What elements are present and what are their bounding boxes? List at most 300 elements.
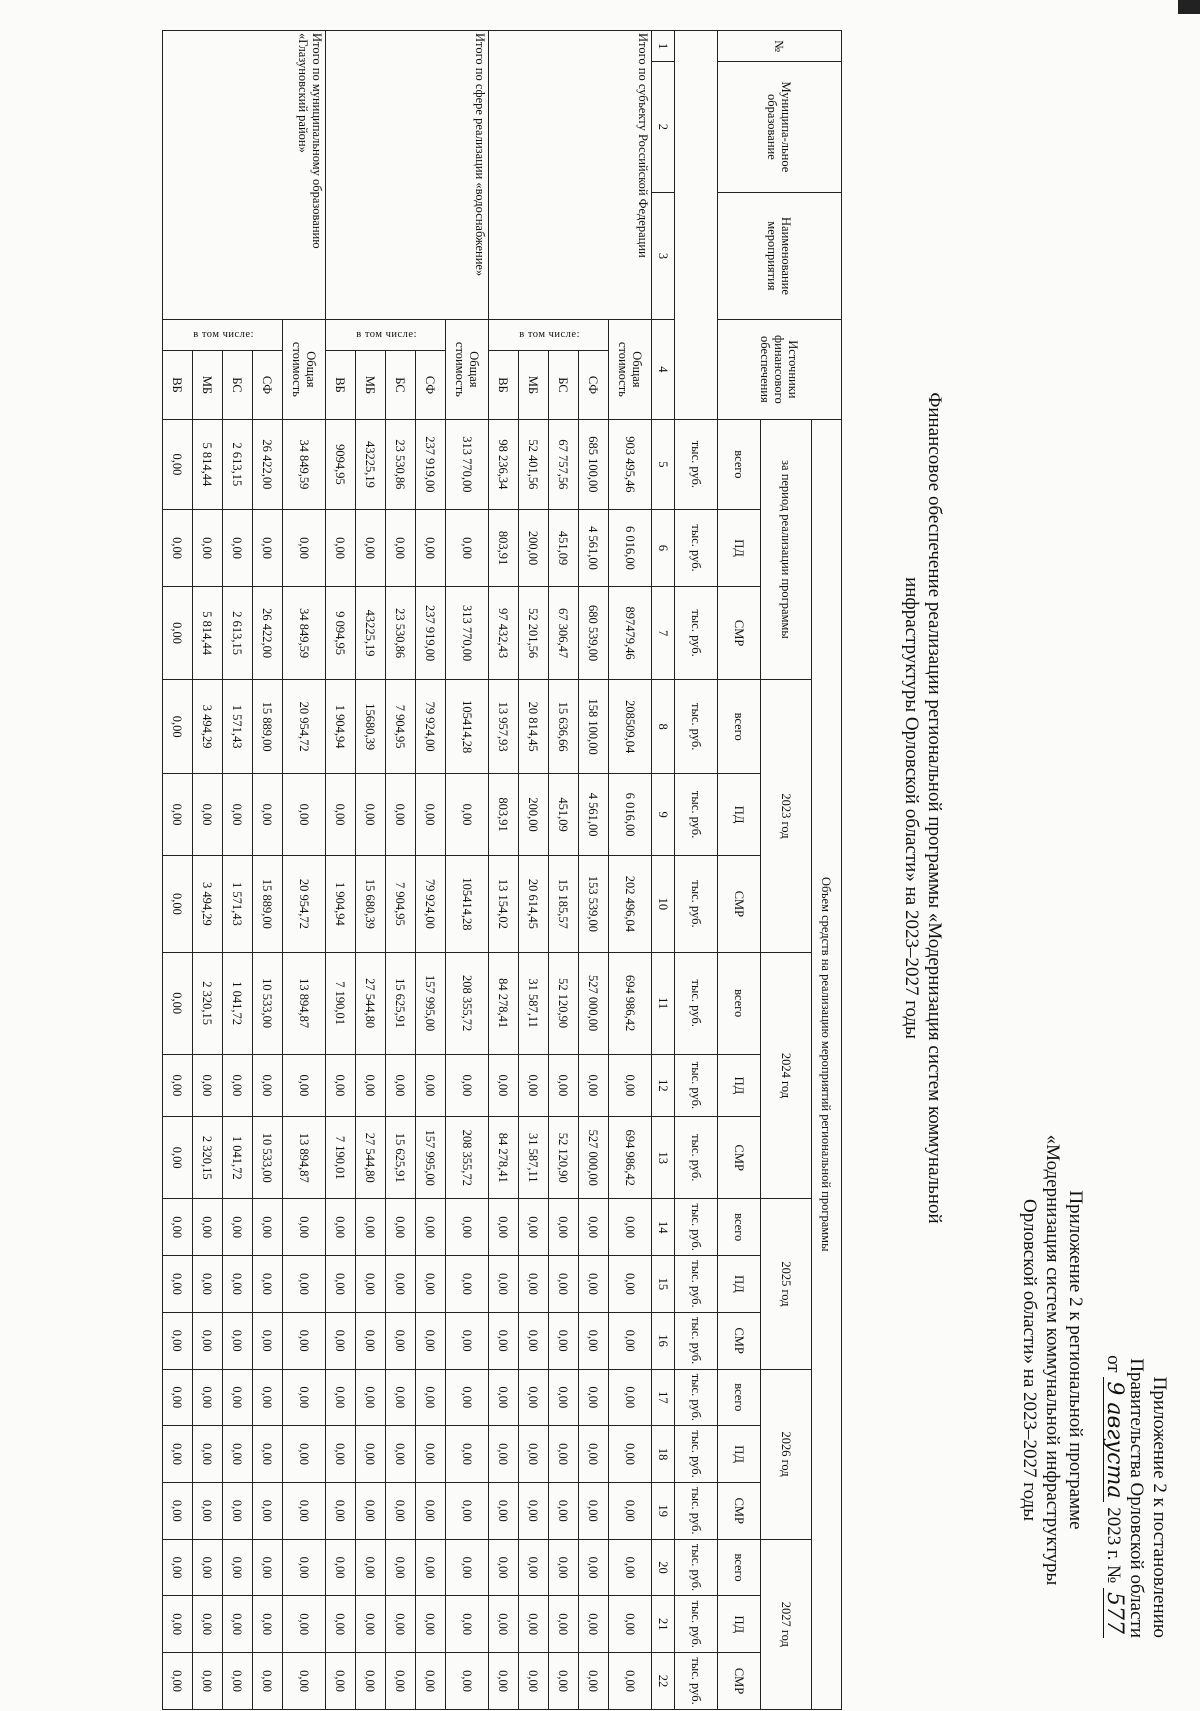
col-number: 10 [652,856,675,952]
value-cell: 0,00 [386,1312,416,1369]
source-label: Общая стоимость [446,320,489,419]
value-cell: 0,00 [326,1482,356,1539]
value-cell: 0,00 [519,1426,549,1483]
value-cell: 680 539,00 [579,586,609,680]
unit-label: тыс. руб. [675,1596,718,1653]
unit-label: тыс. руб. [675,856,718,952]
value-cell: 527 000,00 [579,952,609,1054]
value-cell: 0,00 [163,419,193,510]
value-cell: 0,00 [549,1539,579,1596]
value-cell: 7 904,95 [386,680,416,774]
program-line-2: «Модернизация систем коммунальной инфраструктуры [1042,1134,1063,1586]
value-cell: 0,00 [579,1539,609,1596]
value-cell: 0,00 [519,1596,549,1653]
col-number: 5 [652,419,675,510]
unit-label: тыс. руб. [675,1426,718,1483]
value-cell: 0,00 [223,1426,253,1483]
value-cell: 0,00 [163,680,193,774]
value-cell: 67 757,56 [549,419,579,510]
value-cell: 694 986,42 [609,1117,652,1199]
value-cell: 5 814,44 [193,586,223,680]
value-cell: 0,00 [609,1482,652,1539]
value-cell: 0,00 [193,1369,223,1426]
value-cell: 0,00 [549,1482,579,1539]
col-subheader-pd: ПД [718,1256,761,1313]
value-cell: 0,00 [519,1312,549,1369]
value-cell: 0,00 [609,1054,652,1116]
col-number: 7 [652,586,675,680]
value-cell: 0,00 [223,510,253,587]
value-cell: 0,00 [579,1199,609,1256]
value-cell: 0,00 [326,1054,356,1116]
value-cell: 15680,39 [356,680,386,774]
value-cell: 27 544,80 [356,1117,386,1199]
value-cell: 0,00 [446,1653,489,1710]
value-cell: 0,00 [356,1369,386,1426]
value-cell: 0,00 [163,1369,193,1426]
source-label: МБ [356,351,386,419]
value-cell: 0,00 [519,1256,549,1313]
value-cell: 0,00 [163,773,193,855]
value-cell: 0,00 [446,1369,489,1426]
value-cell: 20 614,45 [519,856,549,952]
value-cell: 79 924,00 [416,856,446,952]
col-number: 13 [652,1117,675,1199]
value-cell: 0,00 [356,1596,386,1653]
value-cell: 0,00 [223,1369,253,1426]
value-cell: 0,00 [579,1054,609,1116]
value-cell: 0,00 [253,773,283,855]
value-cell: 23 530,86 [386,586,416,680]
col-header-period: за период реализации программы [761,419,812,680]
value-cell: 0,00 [283,1369,326,1426]
value-cell: 0,00 [579,1312,609,1369]
value-cell: 0,00 [283,1596,326,1653]
col-number: 14 [652,1199,675,1256]
value-cell: 0,00 [193,1653,223,1710]
source-label: МБ [519,351,549,419]
value-cell: 0,00 [446,1426,489,1483]
value-cell: 7 190,01 [326,952,356,1054]
value-cell: 1 041,72 [223,1117,253,1199]
value-cell: 237 919,00 [416,419,446,510]
value-cell: 0,00 [386,1426,416,1483]
value-cell: 0,00 [326,1539,356,1596]
value-cell: 202 496,04 [609,856,652,952]
value-cell: 0,00 [193,1312,223,1369]
value-cell: 0,00 [446,773,489,855]
value-cell: 0,00 [386,1653,416,1710]
value-cell: 2 613,15 [223,419,253,510]
value-cell: 0,00 [193,1539,223,1596]
col-number: 17 [652,1369,675,1426]
value-cell: 0,00 [283,1426,326,1483]
funding-table [162,30,842,1710]
col-subheader-pd: ПД [718,510,761,587]
value-cell: 0,00 [416,1596,446,1653]
value-cell: 34 849,59 [283,586,326,680]
value-cell: 0,00 [356,1482,386,1539]
value-cell: 0,00 [386,1199,416,1256]
col-header-municipality: Муниципа-льное образование [718,62,842,192]
value-cell: 0,00 [579,1653,609,1710]
value-cell: 694 986,42 [609,952,652,1054]
value-cell: 0,00 [163,1117,193,1199]
appendix-header [1102,1078,1171,1638]
unit-label: тыс. руб. [675,1539,718,1596]
col-number: 8 [652,680,675,774]
value-cell: 15 636,66 [549,680,579,774]
value-cell: 0,00 [356,1256,386,1313]
col-subheader-total: всего [718,680,761,774]
value-cell: 13 154,02 [489,856,519,952]
col-number: 22 [652,1653,675,1710]
col-number: 21 [652,1596,675,1653]
in-that-label [163,320,283,351]
value-cell: 10 533,00 [253,1117,283,1199]
value-cell: 0,00 [193,1054,223,1116]
group-title: Итого по субъекту Российской Федерации [489,31,652,320]
col-header-no: № [718,31,842,62]
value-cell: 5 814,44 [193,419,223,510]
value-cell: 0,00 [579,1426,609,1483]
value-cell: 31 587,11 [519,1117,549,1199]
unit-label: тыс. руб. [675,1054,718,1116]
value-cell: 0,00 [253,1653,283,1710]
unit-label: тыс. руб. [675,1653,718,1710]
source-label: БС [223,351,253,419]
value-cell: 0,00 [489,1054,519,1116]
value-cell: 313 770,00 [446,419,489,510]
source-label: ВБ [163,351,193,419]
in-that-text: в том числе: [193,329,255,341]
value-cell: 0,00 [283,1054,326,1116]
col-number: 9 [652,773,675,855]
source-label: ВБ [489,351,519,419]
col-subheader-smr: СМР [718,1312,761,1369]
value-cell: 13 894,87 [283,1117,326,1199]
col-header-year: 2025 год [761,1199,812,1369]
value-cell: 4 561,00 [579,510,609,587]
value-cell: 0,00 [253,1256,283,1313]
source-label: Общая стоимость [283,320,326,419]
title-line-1: Финансовое обеспечение реализации региональной программы «Модернизация систем коммунальной [924,392,945,1224]
value-cell: 4 561,00 [579,773,609,855]
value-cell: 43225,19 [356,586,386,680]
col-subheader-smr: СМР [718,1482,761,1539]
value-cell: 0,00 [489,1256,519,1313]
value-cell: 685 100,00 [579,419,609,510]
value-cell: 0,00 [163,1199,193,1256]
col-subheader-total: всего [718,1369,761,1426]
col-header-year: 2026 год [761,1369,812,1539]
appendix-line-2: Правительства Орловской области [1126,1358,1147,1638]
unit-label: тыс. руб. [675,773,718,855]
col-number: 19 [652,1482,675,1539]
value-cell: 52 120,90 [549,1117,579,1199]
value-cell: 208 355,72 [446,952,489,1054]
value-cell: 0,00 [163,1256,193,1313]
col-header-activity: Наименование мероприятия [718,192,842,320]
value-cell: 0,00 [519,1482,549,1539]
value-cell: 20 814,45 [519,680,549,774]
col-subheader-smr: СМР [718,856,761,952]
value-cell: 0,00 [193,1596,223,1653]
value-cell: 803,91 [489,510,519,587]
source-label: МБ [193,351,223,419]
value-cell: 0,00 [223,1653,253,1710]
value-cell: 0,00 [223,1256,253,1313]
value-cell: 0,00 [193,1482,223,1539]
value-cell: 0,00 [223,1054,253,1116]
value-cell: 0,00 [253,1482,283,1539]
value-cell: 0,00 [223,773,253,855]
value-cell: 0,00 [163,952,193,1054]
value-cell: 0,00 [193,1199,223,1256]
program-appendix-header [1018,1040,1087,1680]
unit-label: тыс. руб. [675,1312,718,1369]
value-cell: 0,00 [489,1426,519,1483]
source-label: Общая стоимость [609,320,652,419]
value-cell: 0,00 [579,1596,609,1653]
value-cell: 157 995,00 [416,1117,446,1199]
value-cell: 0,00 [549,1312,579,1369]
value-cell: 0,00 [446,510,489,587]
value-cell: 0,00 [519,1199,549,1256]
col-number: 3 [652,192,675,320]
value-cell: 0,00 [326,1596,356,1653]
value-cell: 0,00 [253,1426,283,1483]
group-title: Итого по сфере реализации «водоснабжение» [326,31,489,320]
col-number: 20 [652,1539,675,1596]
value-cell: 0,00 [253,1199,283,1256]
value-cell: 0,00 [163,1596,193,1653]
value-cell: 0,00 [163,510,193,587]
col-header-source: Источники финансового обеспечения [718,320,842,419]
value-cell: 34 849,59 [283,419,326,510]
value-cell: 0,00 [609,1596,652,1653]
value-cell: 0,00 [386,1054,416,1116]
value-cell: 13 894,87 [283,952,326,1054]
value-cell: 0,00 [416,1312,446,1369]
col-header-volume: Объем средств на реализацию мероприятий региональной программы [812,419,842,1710]
value-cell: 0,00 [283,1312,326,1369]
unit-label: тыс. руб. [675,510,718,587]
value-cell: 0,00 [549,1199,579,1256]
value-cell: 0,00 [253,1596,283,1653]
in-that-label [326,320,446,351]
value-cell: 7 190,01 [326,1117,356,1199]
source-label: СФ [579,351,609,419]
value-cell: 0,00 [549,1256,579,1313]
value-cell: 9094,95 [326,419,356,510]
value-cell: 52 120,90 [549,952,579,1054]
value-cell: 0,00 [416,1539,446,1596]
value-cell: 0,00 [356,1054,386,1116]
value-cell: 0,00 [283,1539,326,1596]
value-cell: 0,00 [253,1054,283,1116]
col-header-year: 2023 год [761,680,812,952]
value-cell: 0,00 [579,1256,609,1313]
in-that-label [489,320,609,351]
value-cell: 0,00 [519,1054,549,1116]
value-cell: 84 278,41 [489,952,519,1054]
col-subheader-total: всего [718,1539,761,1596]
value-cell: 0,00 [326,1653,356,1710]
table-row [609,31,652,1710]
value-cell: 0,00 [356,510,386,587]
document-title [900,308,946,1308]
value-cell: 0,00 [446,1199,489,1256]
value-cell: 0,00 [489,1539,519,1596]
value-cell: 0,00 [609,1312,652,1369]
value-cell: 0,00 [446,1482,489,1539]
value-cell: 0,00 [489,1596,519,1653]
value-cell: 0,00 [446,1539,489,1596]
value-cell: 0,00 [326,510,356,587]
value-cell: 2 320,15 [193,1117,223,1199]
value-cell: 0,00 [326,773,356,855]
col-number: 11 [652,952,675,1054]
value-cell: 237 919,00 [416,586,446,680]
unit-label: тыс. руб. [675,419,718,510]
value-cell: 0,00 [356,1426,386,1483]
value-cell: 105414,28 [446,680,489,774]
value-cell: 0,00 [356,1539,386,1596]
value-cell: 208509,04 [609,680,652,774]
col-subheader-pd: ПД [718,773,761,855]
appendix-line-3: от 9 августа 2023 г. № 577 [1102,1078,1125,1638]
value-cell: 0,00 [416,773,446,855]
value-cell: 0,00 [356,1199,386,1256]
value-cell: 0,00 [356,1312,386,1369]
value-cell: 0,00 [489,1369,519,1426]
unit-label: тыс. руб. [675,1369,718,1426]
in-that-text: в том числе: [356,329,418,341]
col-header-year: 2024 год [761,952,812,1199]
col-subheader-total: всего [718,419,761,510]
value-cell: 0,00 [163,1054,193,1116]
col-number: 2 [652,62,675,192]
title-line-2: инфраструктуры Орловской области» на 2023–2027 годы [901,577,922,1039]
unit-label: тыс. руб. [675,1256,718,1313]
unit-label: тыс. руб. [675,1117,718,1199]
value-cell: 0,00 [223,1539,253,1596]
value-cell: 0,00 [283,1256,326,1313]
value-cell: 0,00 [609,1539,652,1596]
value-cell: 1 904,94 [326,680,356,774]
value-cell: 0,00 [446,1054,489,1116]
value-cell: 27 544,80 [356,952,386,1054]
value-cell: 0,00 [326,1256,356,1313]
value-cell: 0,00 [253,1539,283,1596]
value-cell: 0,00 [579,1482,609,1539]
value-cell: 0,00 [223,1312,253,1369]
value-cell: 52 201,56 [519,586,549,680]
col-subheader-total: всего [718,952,761,1054]
value-cell: 98 236,34 [489,419,519,510]
source-label: ВБ [326,351,356,419]
unit-label: тыс. руб. [675,1199,718,1256]
col-number: 6 [652,510,675,587]
table-row [283,31,326,1710]
source-label: БС [549,351,579,419]
col-subheader-pd: ПД [718,1054,761,1116]
value-cell: 20 954,72 [283,680,326,774]
value-cell: 26 422,00 [253,586,283,680]
value-cell: 0,00 [386,1596,416,1653]
value-cell: 0,00 [489,1482,519,1539]
value-cell: 0,00 [519,1653,549,1710]
value-cell: 0,00 [163,1426,193,1483]
value-cell: 0,00 [386,1482,416,1539]
program-line-3: Орловской области» на 2023–2027 годы [1019,1199,1040,1521]
value-cell: 0,00 [163,856,193,952]
value-cell: 158 100,00 [579,680,609,774]
value-cell: 0,00 [163,586,193,680]
program-line-1: Приложение 2 к региональной программе [1065,1190,1086,1530]
value-cell: 1 904,94 [326,856,356,952]
col-subheader-pd: ПД [718,1426,761,1483]
value-cell: 0,00 [283,1653,326,1710]
value-cell: 0,00 [163,1312,193,1369]
value-cell: 97 432,43 [489,586,519,680]
in-that-text: в том числе: [519,329,581,341]
value-cell: 157 995,00 [416,952,446,1054]
col-number: 18 [652,1426,675,1483]
value-cell: 0,00 [609,1199,652,1256]
value-cell: 0,00 [416,1054,446,1116]
value-cell: 0,00 [386,1369,416,1426]
value-cell: 0,00 [326,1312,356,1369]
value-cell: 0,00 [163,1653,193,1710]
value-cell: 313 770,00 [446,586,489,680]
value-cell: 0,00 [326,1369,356,1426]
value-cell: 0,00 [283,1482,326,1539]
value-cell: 0,00 [519,1539,549,1596]
value-cell: 31 587,11 [519,952,549,1054]
value-cell: 0,00 [193,510,223,587]
value-cell: 1 041,72 [223,952,253,1054]
value-cell: 2 320,15 [193,952,223,1054]
value-cell: 105414,28 [446,856,489,952]
col-subheader-pd: ПД [718,1596,761,1653]
value-cell: 0,00 [386,510,416,587]
value-cell: 1 571,43 [223,680,253,774]
value-cell: 0,00 [223,1482,253,1539]
value-cell: 153 539,00 [579,856,609,952]
value-cell: 0,00 [283,1199,326,1256]
value-cell: 0,00 [489,1199,519,1256]
value-cell: 3 494,29 [193,856,223,952]
value-cell: 79 924,00 [416,680,446,774]
value-cell: 0,00 [386,773,416,855]
value-cell: 0,00 [416,1482,446,1539]
group-title: Итого по муниципальному образованию «Глазуновский район» [163,31,326,320]
col-subheader-smr: СМР [718,1653,761,1710]
unit-label: тыс. руб. [675,586,718,680]
value-cell: 0,00 [386,1256,416,1313]
value-cell: 6 016,00 [609,510,652,587]
value-cell: 897479,46 [609,586,652,680]
col-number: 4 [652,320,675,419]
value-cell: 67 306,47 [549,586,579,680]
value-cell: 208 355,72 [446,1117,489,1199]
value-cell: 0,00 [416,1369,446,1426]
value-cell: 0,00 [326,1199,356,1256]
col-header-year: 2027 год [761,1539,812,1709]
value-cell: 43225,19 [356,419,386,510]
